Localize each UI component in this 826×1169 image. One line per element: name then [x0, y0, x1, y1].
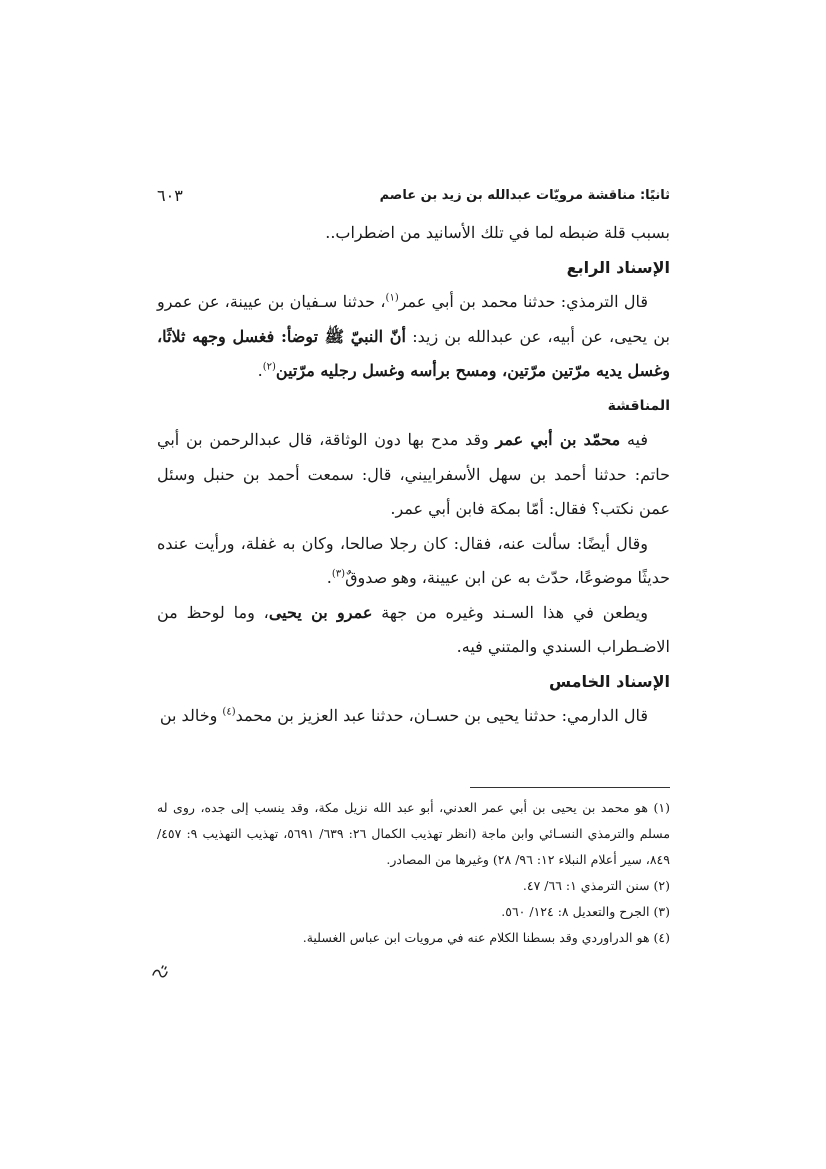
footnotes: [157, 795, 670, 951]
footnote-ref-3[interactable]: (٣): [331, 568, 346, 580]
text-segment: قال الترمذي: حدثنا محمد بن أبي عمر: [398, 292, 648, 311]
text-segment: وقد مدح بها دون الوثاقة، قال عبدالرحمن بن أبي حاتم: حدثنا أحمد بن سهل الأسفراييني، قال: سمعت أحمد بن حنبل وسئل عمن نكتب؟ فقال: أمّا بمكة فابن أبي عمر.: [157, 430, 670, 518]
paragraph-continuation: بسبب قلة ضبطه لما في تلك الأسانيد من اضطراب..: [325, 223, 670, 242]
page-ornament-icon: [150, 963, 172, 983]
footnote-ref-1[interactable]: (١): [385, 292, 399, 304]
footnote-ref-4[interactable]: (٤): [222, 706, 236, 718]
paragraph-discussion-3: [157, 596, 670, 665]
paragraph-discussion-1: [157, 423, 670, 527]
footnote-ref-2[interactable]: (٢): [262, 361, 276, 373]
narrator-name: محمّد بن أبي عمر: [495, 430, 621, 449]
page-number: ٦٠٣: [157, 185, 183, 205]
running-header: [157, 183, 670, 207]
text-segment: ويطعن في هذا السـند وغيره من جهة: [372, 602, 648, 622]
paragraph-fifth-isnad: [157, 699, 670, 734]
text-segment: فيه: [620, 430, 649, 449]
main-text: [157, 216, 670, 734]
text-segment: .: [326, 568, 332, 587]
text-segment: وخالد بن: [159, 706, 223, 725]
text-segment: ، وما لوحظ من الاضـطراب السندي والمتني فيه.: [157, 602, 670, 656]
footnote-3: (٣) الجرح والتعديل ٨: ١٢٤/ ٥٦٠.: [501, 904, 670, 919]
heading-fourth-isnad: الإسناد الرابع: [566, 257, 670, 277]
hadith-text: أنّ النبيّ ﷺ توضأ: فغسل وجهه ثلاثًا، وغسل يديه مرّتين مرّتين، ومسح برأسه وغسل رجليه مرّتين: [157, 326, 670, 380]
heading-discussion: المناقشة: [607, 397, 670, 414]
paragraph-discussion-2: [157, 527, 670, 596]
footnote-2: (٢) سنن الترمذي ١: ٦٦/ ٤٧.: [522, 878, 670, 893]
narrator-name: عمرو بن يحيى: [268, 602, 373, 622]
text-segment: وقال أيضًا: سألت عنه، فقال: كان رجلا صالحا، وكان به غفلة، ورأيت عنده حديثًا موضوعًا، حدّث به عن ابن عيينة، وهو صدوقٌ: [157, 533, 670, 587]
heading-fifth-isnad: الإسناد الخامس: [548, 671, 670, 691]
footnote-4: (٤) هو الدراوردي وقد بسطنا الكلام عنه في مرويات ابن عباس الغسلية.: [302, 930, 670, 945]
footnote-1: (١) هو محمد بن يحيى بن أبي عمر العدني، أبو عبد الله نزيل مكة، وقد ينسب إلى جده، روى له مسلم والترمذي النسـائي وابن ماجة (انظر تهذيب الكمال ٢٦: ٦٣٩/ ٥٦٩١، تهذيب التهذيب ٩: ٤٥٧/ ٨٤٩، سير أعلام النبلاء ١٢: ٩٦/ ٢٨) وغيرها من المصادر.: [157, 800, 671, 867]
paragraph-fourth-isnad: [157, 285, 670, 389]
text-segment: ، حدثنا سـفيان بن عيينة، عن عمرو بن يحيى، عن أبيه، عن عبدالله بن زيد:: [157, 292, 670, 346]
running-title: ثانيًا: مناقشة مرويّات عبدالله بن زيد بن عاصم: [379, 187, 670, 203]
text-segment: قال الدارمي: حدثنا يحيى بن حسـان، حدثنا عبد العزيز بن محمد: [235, 706, 648, 725]
text-segment: .: [257, 361, 263, 380]
footnote-separator: [470, 787, 670, 788]
